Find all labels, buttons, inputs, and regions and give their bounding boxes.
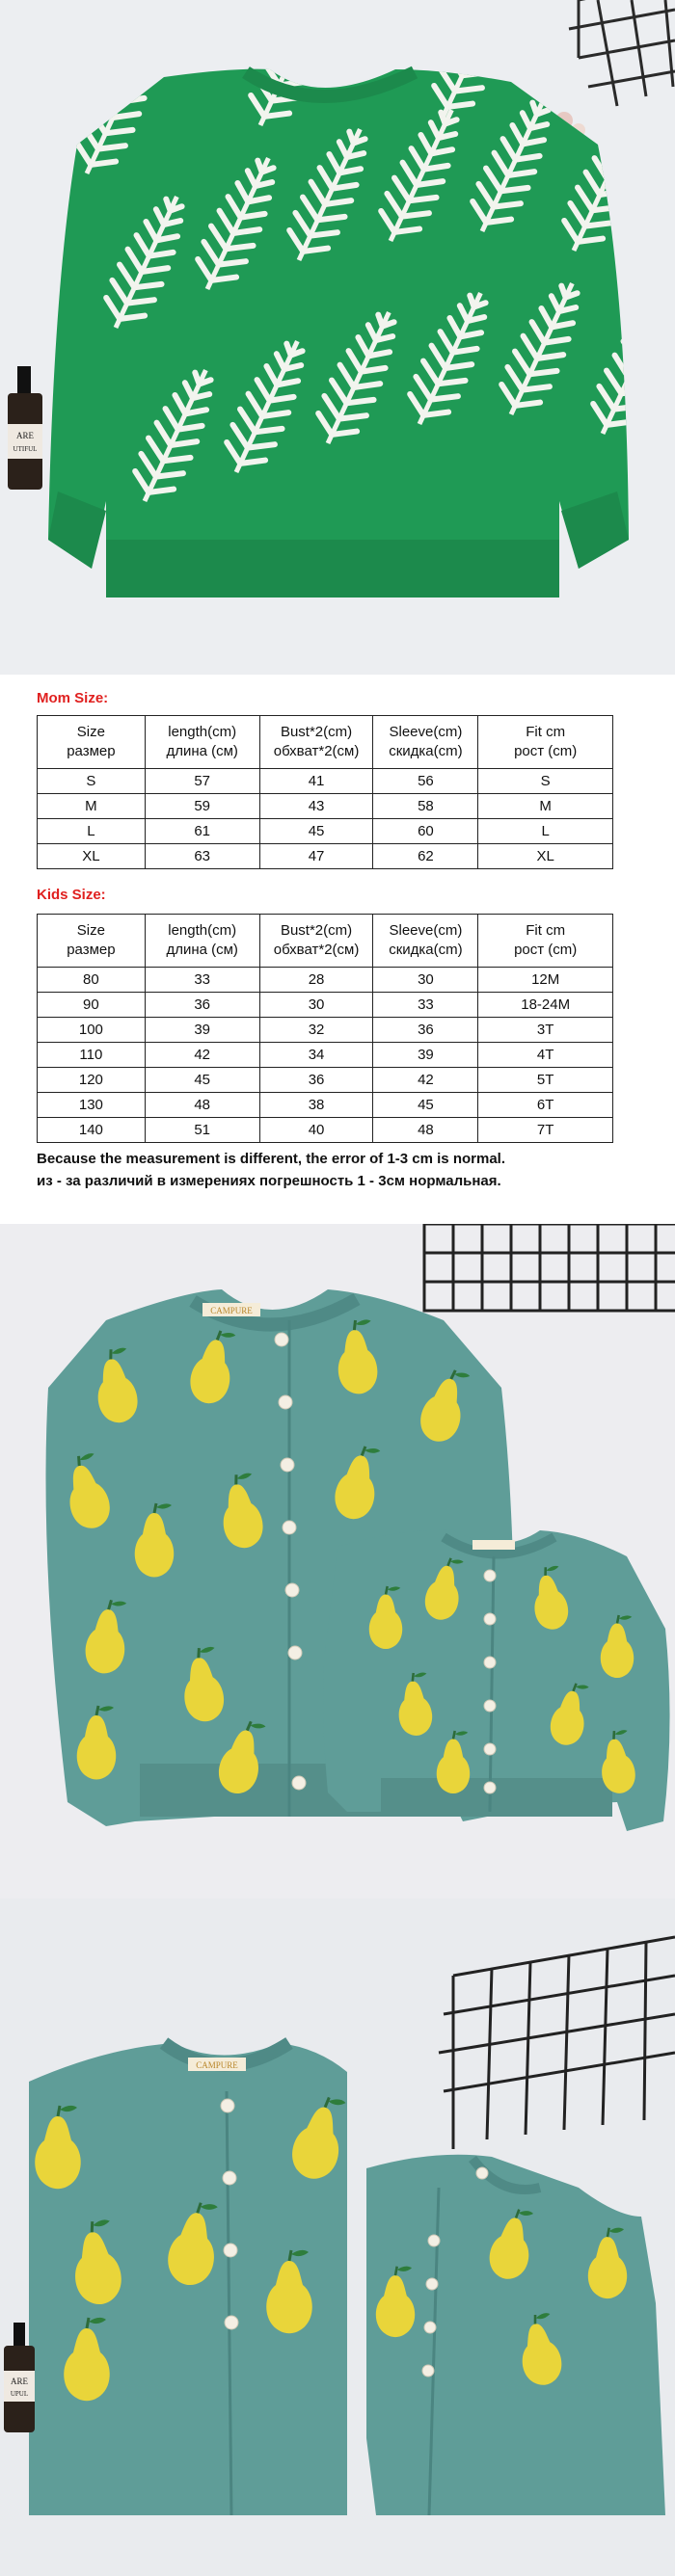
table-row: L 61 45 60 L [38, 819, 613, 844]
header-cell: Size размер [38, 716, 146, 769]
header-cell: Sleeve(cm) скидка(cm) [373, 716, 478, 769]
green-sweater-illustration [0, 0, 675, 675]
header-cell: Bust*2(cm) обхват*2(см) [259, 716, 373, 769]
header-cell: Fit cm рост (cm) [478, 716, 613, 769]
folded-kids-cardigan [366, 2155, 665, 2515]
table-row: S 57 41 56 S [38, 769, 613, 794]
table-header-row [38, 716, 613, 769]
wire-basket [569, 0, 675, 106]
table-row: 130 48 38 45 6T [38, 1093, 613, 1118]
mom-size-title: Mom Size: [37, 690, 109, 706]
svg-text:CAMPURE: CAMPURE [196, 2060, 238, 2070]
table-row: XL 63 47 62 XL [38, 844, 613, 869]
header-cell: Sleeve(cm) скидка(cm) [373, 915, 478, 968]
header-cell: length(cm) длина (см) [145, 716, 259, 769]
table-row: 100 39 32 36 3T [38, 1018, 613, 1043]
wire-basket [424, 1224, 675, 1311]
svg-text:UTIFUL: UTIFUL [13, 445, 38, 453]
size-chart [0, 675, 675, 1224]
table-row: 120 45 36 42 5T [38, 1068, 613, 1093]
sweater-hem [106, 540, 559, 598]
svg-text:UPUL: UPUL [10, 2390, 29, 2398]
svg-text:CAMPURE: CAMPURE [210, 1306, 253, 1315]
flatlay-illustration [0, 1899, 675, 2576]
table-row: 90 36 30 33 18-24M [38, 993, 613, 1018]
svg-text:ARE: ARE [16, 431, 34, 440]
svg-text:ARE: ARE [11, 2377, 28, 2386]
header-cell: Fit cm рост (cm) [478, 915, 613, 968]
wire-basket [439, 1937, 675, 2149]
pear-cardigans-photo [0, 1224, 675, 1899]
cardigans-illustration [0, 1224, 675, 1899]
measurement-note-en: Because the measurement is different, the error of 1-3 cm is normal. [37, 1151, 505, 1167]
table-row: 80 33 28 30 12M [38, 968, 613, 993]
green-leaf-sweater-photo [0, 0, 675, 675]
table-row: 140 51 40 48 7T [38, 1118, 613, 1143]
header-cell: Size размер [38, 915, 146, 968]
kids-size-table [37, 914, 613, 1143]
table-row: 110 42 34 39 4T [38, 1043, 613, 1068]
table-header-row [38, 915, 613, 968]
flatlay-cardigans-photo [0, 1899, 675, 2576]
kids-size-title: Kids Size: [37, 887, 106, 903]
measurement-note-ru: из - за различий в измерениях погрешность 1 - 3см нормальная. [37, 1173, 501, 1189]
table-row: M 59 43 58 M [38, 794, 613, 819]
mom-size-table [37, 715, 613, 869]
header-cell: length(cm) длина (см) [145, 915, 259, 968]
oil-bottle-icon [8, 366, 42, 490]
header-cell: Bust*2(cm) обхват*2(см) [259, 915, 373, 968]
